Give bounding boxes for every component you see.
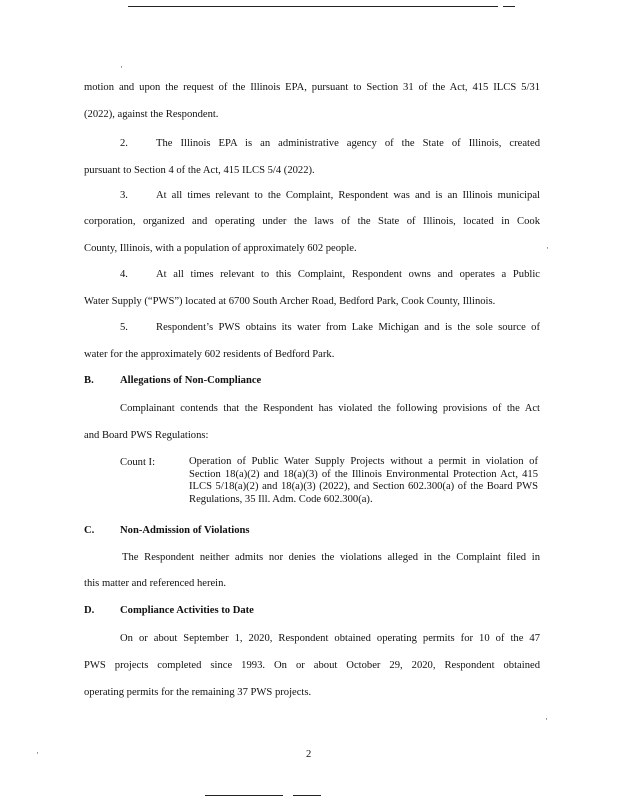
paragraph-3-line-3: County, Illinois, with a population of approximately 602 people. xyxy=(84,243,357,254)
paragraph-5-number: 5. xyxy=(120,322,128,333)
paragraph-4-number: 4. xyxy=(120,269,128,280)
section-c-letter: C. xyxy=(84,525,95,536)
scan-speck: · xyxy=(545,714,548,724)
count-1-label: Count I: xyxy=(120,457,156,468)
section-b-title: Allegations of Non-Compliance xyxy=(120,375,262,386)
paragraph-3-line-1: At all times relevant to the Complaint, Respondent was and is an Illinois municipal xyxy=(156,190,540,201)
section-b-letter: B. xyxy=(84,375,94,386)
page-number: 2 xyxy=(306,749,312,760)
paragraph-3-line-2: corporation, organized and operating under the laws of the State of Illinois, located in Cook xyxy=(84,216,540,227)
paragraph-2-line-1: The Illinois EPA is an administrative agency of the State of Illinois, created xyxy=(156,138,540,149)
count-1-text: Operation of Public Water Supply Projects without a permit in violation of Section 18(a)(2) and 18(a)(3) of the Illinois Environmental Protection Act, 415 ILCS 5/18(a)(2) and 18(a)(3) (2022), and Section 602.300(a) of the Board PWS Regulations, 35 Ill. Adm. Code 602.300(a). xyxy=(189,456,538,505)
paragraph-2-line-2: pursuant to Section 4 of the Act, 415 ILCS 5/4 (2022). xyxy=(84,165,315,176)
scan-speck: · xyxy=(546,243,549,253)
section-c-title: Non-Admission of Violations xyxy=(120,525,250,536)
paragraph-5-line-1: Respondent’s PWS obtains its water from Lake Michigan and is the sole source of xyxy=(156,322,540,333)
section-b-line-1: Complainant contends that the Respondent has violated the following provisions of the Act xyxy=(120,403,540,414)
section-b-line-2: and Board PWS Regulations: xyxy=(84,430,209,441)
bottom-edge-rule-short xyxy=(293,795,321,796)
opening-line-1: motion and upon the request of the Illinois EPA, pursuant to Section 31 of the Act, 415 ILCS 5/31 xyxy=(84,82,540,93)
section-d-letter: D. xyxy=(84,605,95,616)
top-edge-rule xyxy=(128,6,498,7)
section-c-line-2: this matter and referenced herein. xyxy=(84,578,227,589)
paragraph-4-line-1: At all times relevant to this Complaint, Respondent owns and operates a Public xyxy=(156,269,540,280)
paragraph-5-line-2: water for the approximately 602 residents of Bedford Park. xyxy=(84,349,335,360)
paragraph-2-number: 2. xyxy=(120,138,128,149)
paragraph-4-line-2: Water Supply (“PWS”) located at 6700 South Archer Road, Bedford Park, Cook County, Illinois. xyxy=(84,296,496,307)
bottom-edge-rule xyxy=(205,795,283,796)
paragraph-3-number: 3. xyxy=(120,190,128,201)
section-d-line-1: On or about September 1, 2020, Respondent obtained operating permits for 10 of the 47 xyxy=(120,633,540,644)
section-d-title: Compliance Activities to Date xyxy=(120,605,254,616)
section-d-line-3: operating permits for the remaining 37 PWS projects. xyxy=(84,687,312,698)
top-edge-rule-short xyxy=(503,6,515,7)
section-c-line-1: The Respondent neither admits nor denies the violations alleged in the Complaint filed in xyxy=(122,552,540,563)
opening-line-2: (2022), against the Respondent. xyxy=(84,109,219,120)
scan-speck: · xyxy=(120,62,123,72)
section-d-line-2: PWS projects completed since 1993. On or about October 29, 2020, Respondent obtained xyxy=(84,660,540,671)
scan-speck: · xyxy=(36,748,39,758)
